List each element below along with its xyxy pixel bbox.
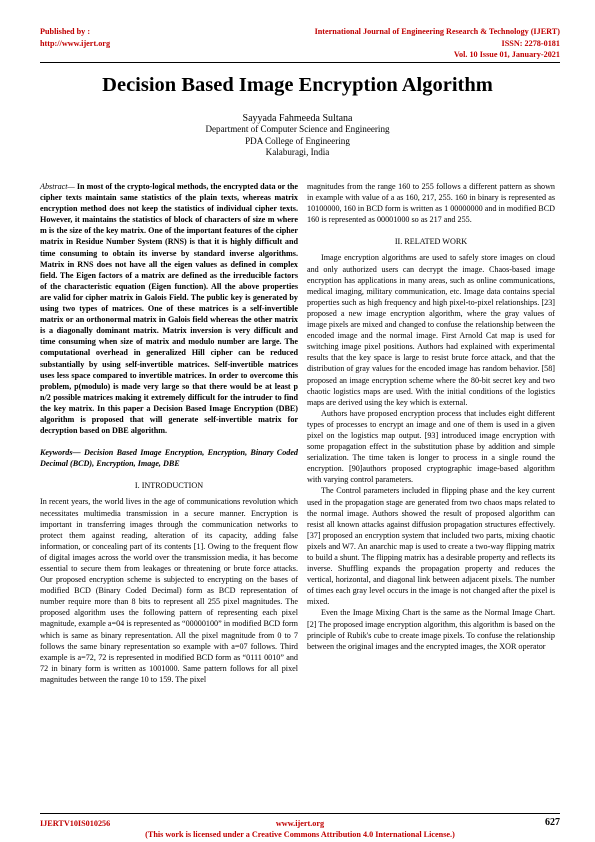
author-block [0, 113, 595, 158]
publisher-url[interactable]: http://www.ijert.org [40, 39, 111, 48]
left-column [40, 181, 298, 685]
journal-name: International Journal of Engineering Research & Technology (IJERT) [314, 27, 560, 36]
related-work-paragraph: Even the Image Mixing Chart is the same as the Normal Image Chart. [2] The proposed image encryption algorithm, this algorithm is based on the principle of Rubik's cube to create image pixels. To confuse the relationship between the original images and the encrypted images, the XOR operator [307, 608, 555, 651]
header-rule [40, 62, 560, 63]
abstract-text: In most of the crypto-logical methods, the encrypted data or the cipher texts maintain same statistics of the plain texts, whereas matrix encryption method does not keep the statistics of individual cipher texts. However, it maintains the statistics of block of characters of size m where m is the size of the key matrix. One of the important features of the cipher matrix in Residue Number System (RNS) is that it is highly difficult and time consuming to obtain its inverse by standard inverse algorithms. Matrix in RNS does not have all the eigen values as defined in complex field. The Eigen factors of a matrix are defined as the irreducible factors of the characteristic equation (Eigen function). All the above properties are valid for cipher matrix in Galois Field. The public key is generated by using two types of matrices. One of these matrices is a self-invertible matrix or an orthonormal matrix in Galois field whereas the other matrix is a diagonally dominant matrix. Matrix inversion is very difficult and time consuming when size of matrix and modulo number are large. The computational overhead in generalized Hill cipher can be reduced substantially by using self-invertible matrices. Self-invertible matrices uses less space compared to invertible matrices. In order to overcome this problem, p(modulo) is made very large so that there would be at least p n/2 possible matrices making it extremely difficult for the intruder to find the key matrix. In this paper a Decision Based Image Encryption (DBE) algorithm is proposed that will generate self-invertible matrix for decryption based on DBE algorithm. [40, 182, 298, 436]
paper-title: Decision Based Image Encryption Algorithm [102, 74, 493, 96]
issn: ISSN: 2278-0181 [501, 39, 560, 48]
author-city: Kalaburagi, India [265, 146, 330, 157]
related-work-paragraph: The Control parameters included in flipping phase and the key current used in the propagation stage are generated from two chaos maps related to the normal image. Authors showed the result of proposed algorithm can resist all known attacks against diffusion propagation structures effectively. [37] proposed an encryption system that included two parts, mixing chaotic pixels and W7. An anarchic map is used to create a two-way flipping matrix to build a shunt. The flipping matrix has a desirable property and reflects its inverse. Shuffling expands the propagation property and reduces the vertical, horizontal, and diagonal link between adjacent pixels. The number of times each gray level occurs in the image is not changed after the pixel is mixed. [307, 486, 555, 607]
section-heading-related-work: II. RELATED WORK [394, 237, 468, 247]
page-number: 627 [545, 817, 560, 828]
right-column [307, 181, 555, 652]
related-work-paragraph: Authors have proposed encryption process that includes eight different types of processes to encrypt an image and one of them is used in a given pixel on the logistics map output. [93] introduced image encryption with some propagation effect in the substitution phase by addition and simple serialization. The time taken is longer to process in a single round the encryption. [90]authors proposed cryptographic image-based algorithm with varying control parameters. [307, 408, 555, 485]
keywords: Keywords— Decision Based Image Encryption, Encryption, Binary Coded Decimal (BCD), Encryption, Image, DBE [40, 448, 298, 469]
author-name: Sayyada Fahmeeda Sultana [242, 113, 353, 124]
introduction-text: In recent years, the world lives in the age of communications revolution which necessitates multimedia transmission in a secure manner. Encryption is important in transferring images through the communication networks to protect them against reading, alteration of its capacity, adding false information, or concealing part of its contents [1]. Owing to the frequent flow of digital images across the world over the transmission media, it has become essential to secure them from leakages or threatening or brute force attacks. Our proposed encryption scheme is subjected to encrypting on the bases of modified BCD (Binary Coded Decimal) form as BCD representation of number require more than 8 bits to represent all 255 pixel magnitudes. The proposed algorithm uses the following pattern of representing each pixel magnitude, example a=04 is represented as “00000100” in modified BCD form which is same as binary representation. All the pixel magnitude from 0 to 7 follows the same binary representation so example with a=07 follows. Third example is a=72, 72 is represented in modified BCD form as “0111 0010” and 72 in binary form is written as 1001000. Same pattern follows for all pixel magnitudes between the range 10 to 159. The pixel [40, 497, 298, 684]
author-department: Department of Computer Science and Engineering [205, 124, 390, 135]
author-college: PDA College of Engineering [245, 135, 350, 146]
volume-issue: Vol. 10 Issue 01, January-2021 [453, 50, 560, 59]
abstract-label: Abstract— [40, 182, 75, 191]
related-work-paragraph: Image encryption algorithms are used to safely store images on cloud and only authorized users can decrypt the image. Chaos-based image encryption has applications in many areas, such as online communications, medical imaging, military communication, etc. Image data contains special properties such as high frequency and high pixel-to-pixel relationships. [23] proposed a new image encryption algorithm, where the gray values of image pixels are mixed and changed to confuse the relationship between the encoded image and the normal image. First Arnold Cat map is used for switching image pixel positions. Authors had explained with experimental results that the key space is large to resist brute force attack, and that the distribution of gray values for the encoded image has random behavior. [58] proposed an image encryption scheme where the 80-bit secret key and two chaotic logistics maps are used. With the initial conditions of the logistics maps are derived using the key which is external. [307, 253, 555, 407]
footer-url[interactable]: www.ijert.org [275, 819, 325, 828]
paper-id: IJERTV10IS010256 [40, 819, 111, 828]
footer-rule [40, 813, 560, 814]
license-text[interactable]: (This work is licensed under a Creative Commons Attribution 4.0 International License.) [145, 830, 455, 839]
section-heading-introduction: I. INTRODUCTION [134, 481, 204, 491]
abstract [40, 181, 298, 436]
publisher-label: Published by : [40, 27, 91, 36]
introduction-continued: magnitudes from the range 160 to 255 follows a different pattern as shown in example with value of a as 160, 217, 255. 160 in binary is represented as 10100000, 160 in BCD form is written as 1 00000000 and in modified BCD 160 is represented as 00001000 so as 217 and 255. [307, 182, 555, 225]
